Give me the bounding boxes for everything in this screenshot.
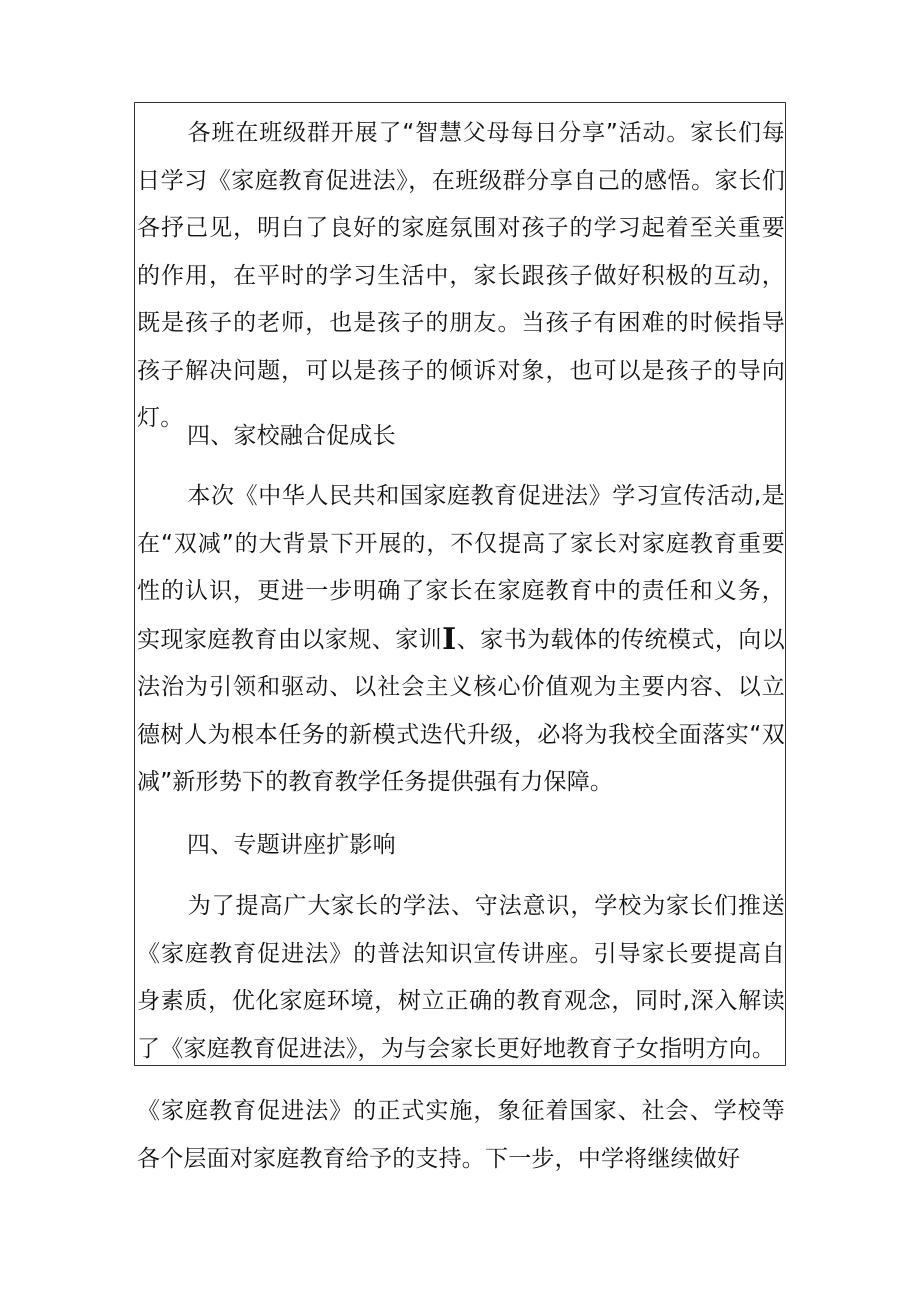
paragraph-lecture: [137, 883, 785, 1073]
section-heading-home-school: 四、家校融合促成长: [187, 423, 396, 449]
paragraph-conclusion-text: 《家庭教育促进法》的正式实施，象征着国家、社会、学校等各个层面对家庭教育给予的支持。下一步，中学将继续做好: [137, 1098, 785, 1172]
paragraph-parent-sharing-text: 各班在班级群开展了“智慧父母每日分享”活动。家长们每日学习《家庭教育促进法》，在班级群分享自己的感悟。家长们各抒己见，明白了良好的家庭氛围对孩子的学习起着至关重要的作用，在平时的学习生活中，家长跟孩子做好积极的互动，既是孩子的老师，也是孩子的朋友。当孩子有困难的时候指导孩子解决问题，可以是孩子的倾诉对象，也可以是孩子的导向灯。: [137, 120, 785, 431]
paragraph-law-campaign-text-2: 、家书为载体的传统模式，向以法治为引领和驱动、以社会主义核心价值观为主要内容、以立德树人为根本任务的新模式迭代升级，必将为我校全面落实“双减”新形势下的教育教学任务提供强有力保障。: [137, 626, 785, 795]
paragraph-lecture-text: 为了提高广大家长的学法、守法意识，学校为家长们推送《家庭教育促进法》的普法知识宣传讲座。引导家长要提高自身素质，优化家庭环境，树立正确的教育观念，同时,深入解读了《家庭教育促进法》，为与会家长更好地教育子女指明方向。: [137, 893, 785, 1062]
paragraph-law-campaign: [137, 473, 785, 807]
section-heading-lecture: 四、专题讲座扩影响: [187, 832, 396, 858]
paragraph-parent-sharing: [137, 110, 785, 443]
stray-mark: I: [442, 621, 457, 657]
paragraph-law-campaign-text-1: 本次《中华人民共和国家庭教育促进法》学习宣传活动,是在“双减”的大背景下开展的，不仅提高了家长对家庭教育重要性的认识，更进一步明确了家长在家庭教育中的责任和义务，实现家庭教育由以家规、家训: [137, 483, 785, 653]
paragraph-conclusion: [137, 1088, 785, 1183]
